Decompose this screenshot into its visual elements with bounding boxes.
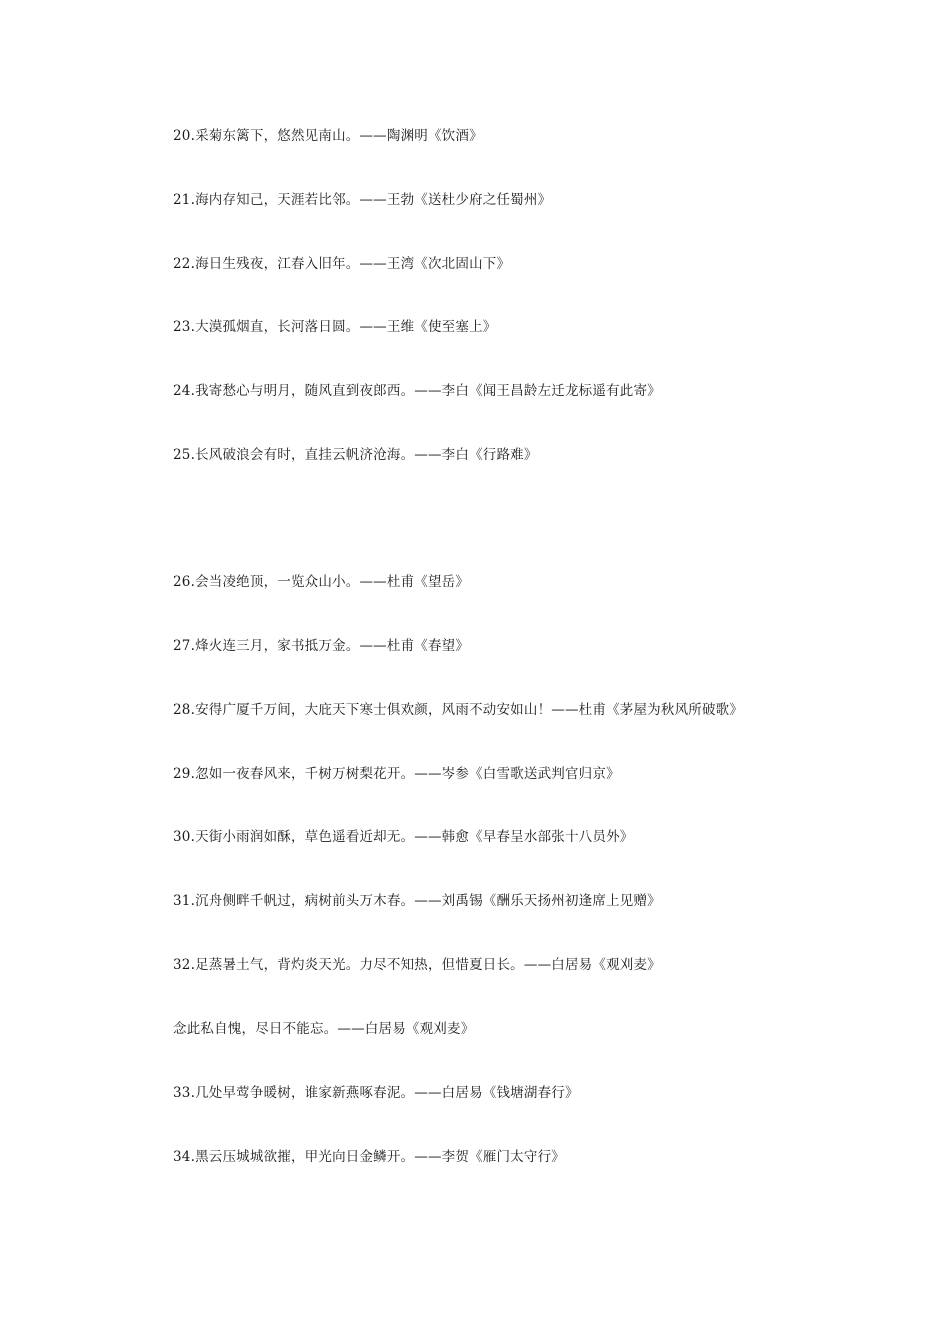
- poem-line-28: 28.安得广厦千万间，大庇天下寒士俱欢颜，风雨不动安如山！——杜甫《茅屋为秋风所破歌》: [173, 702, 744, 718]
- poem-line-29: 29.忽如一夜春风来，千树万树梨花开。——岑参《白雪歌送武判官归京》: [173, 766, 620, 782]
- poem-line-31: 31.沉舟侧畔千帆过，病树前头万木春。——刘禹锡《酬乐天扬州初逢席上见赠》: [173, 893, 661, 909]
- poem-line-26: 26.会当凌绝顶，一览众山小。——杜甫《望岳》: [173, 574, 470, 590]
- poem-line-22: 22.海日生残夜，江春入旧年。——王湾《次北固山下》: [173, 256, 511, 272]
- poem-line-25: 25.长风破浪会有时，直挂云帆济沧海。——李白《行路难》: [173, 447, 538, 463]
- poem-line-32: 32.足蒸暑土气，背灼炎天光。力尽不知热，但惜夏日长。——白居易《观刈麦》: [173, 957, 661, 973]
- poem-line-24: 24.我寄愁心与明月，随风直到夜郎西。——李白《闻王昌龄左迁龙标遥有此寄》: [173, 383, 661, 399]
- poem-line-27: 27.烽火连三月，家书抵万金。——杜甫《春望》: [173, 638, 470, 654]
- poem-line-33: 33.几处早莺争暖树，谁家新燕啄春泥。——白居易《钱塘湖春行》: [173, 1085, 579, 1101]
- poem-line-34: 34.黑云压城城欲摧，甲光向日金鳞开。——李贺《雁门太守行》: [173, 1149, 565, 1165]
- poem-line-30: 30.天街小雨润如酥，草色遥看近却无。——韩愈《早春呈水部张十八员外》: [173, 829, 634, 845]
- poem-line-23: 23.大漠孤烟直，长河落日圆。——王维《使至塞上》: [173, 319, 497, 335]
- poem-line-21: 21.海内存知己，天涯若比邻。——王勃《送杜少府之任蜀州》: [173, 192, 552, 208]
- poem-line-20: 20.采菊东篱下，悠然见南山。——陶渊明《饮酒》: [173, 128, 483, 144]
- poem-line-32-continued: 念此私自愧，尽日不能忘。——白居易《观刈麦》: [173, 1021, 475, 1037]
